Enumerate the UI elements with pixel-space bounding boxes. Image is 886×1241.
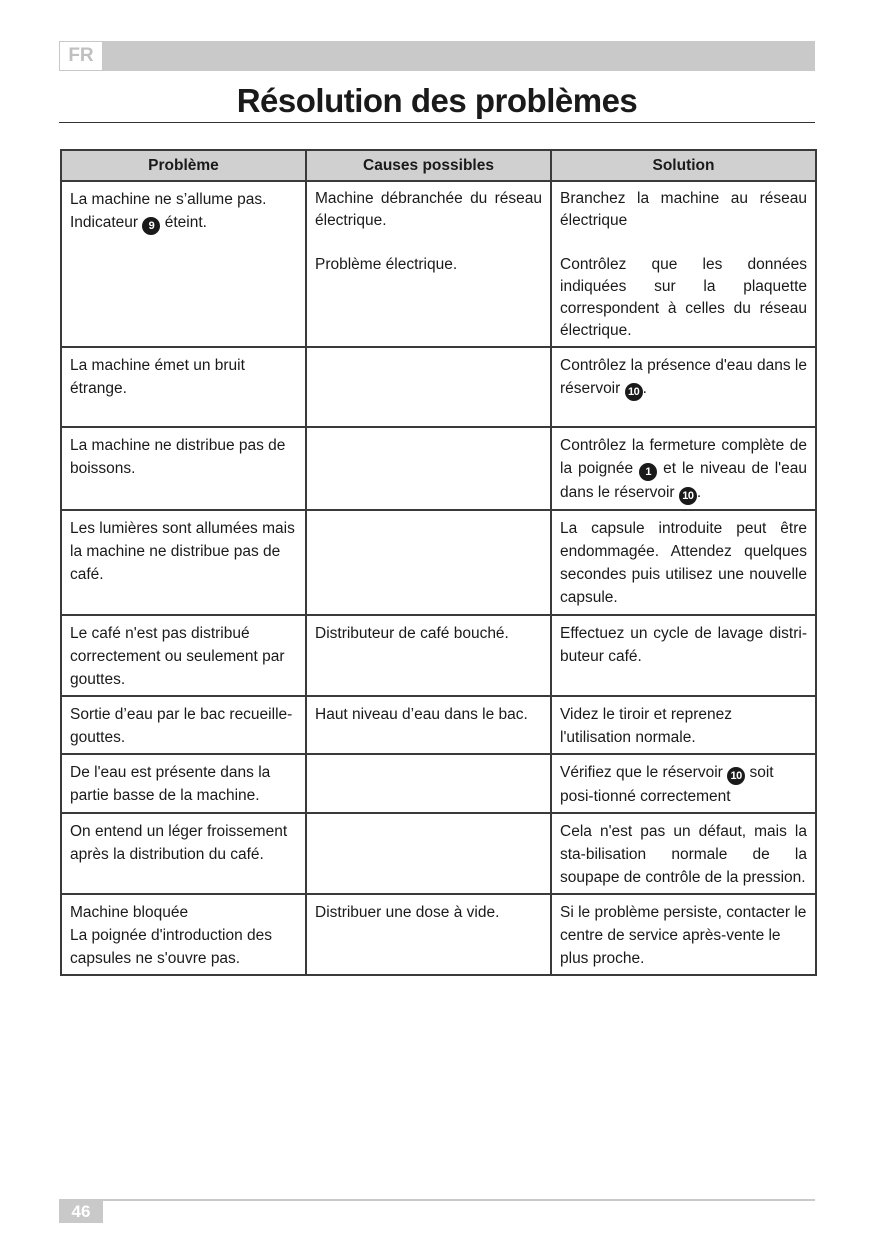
problem-cell [61,894,306,975]
cause-cell: Distributeur de café bouché. [306,615,551,696]
language-tab: FR [59,41,103,71]
solution-text: . [642,380,647,397]
cause-cell [306,181,551,347]
troubleshooting-table [60,149,817,976]
table-row [61,754,816,813]
solution-cell [551,427,816,510]
table-row [61,615,816,696]
cause-cell: Haut niveau d’eau dans le bac. [306,696,551,754]
page-number: 46 [59,1201,103,1223]
column-header-solution: Solution [551,150,816,181]
problem-text: La machine ne s’allume pas. [70,191,267,208]
table-row [61,347,816,427]
table-row [61,510,816,615]
solution-text: Vérifiez que le réservoir [560,764,723,781]
solution-cell: La capsule introduite peut être endommagée. Attendez quelques secondes puis utilisez une nouvelle capsule. [551,510,816,615]
solution-cell: Effectuez un cycle de lavage distri-buteur café. [551,615,816,696]
problem-cell: La machine émet un bruit étrange. [61,347,306,427]
table-row [61,813,816,894]
cause-cell [306,427,551,510]
footer-divider [59,1199,815,1201]
cause-text: Problème électrique. [315,256,458,273]
solution-cell: Videz le tiroir et reprenez l'utilisation normale. [551,696,816,754]
table-row [61,427,816,510]
cause-cell [306,510,551,615]
problem-text: Machine bloquée [70,904,189,921]
title-divider [59,122,815,123]
page-title: Résolution des problèmes [236,82,638,119]
solution-cell [551,181,816,347]
problem-text: Indicateur [70,214,139,231]
solution-text: Contrôlez que les données indiquées sur la plaquette correspondent à celles du réseau électrique. [560,256,807,339]
solution-text: et le niveau de l'eau dans le réservoir [560,460,808,501]
solution-text: Branchez la machine au réseau électrique [560,190,807,229]
problem-text: La poignée d'introduction des capsules ne s'ouvre pas. [70,927,273,967]
cause-cell [306,754,551,813]
cause-cell: Distribuer une dose à vide. [306,894,551,975]
problem-text: éteint. [164,214,207,231]
problem-cell: Sortie d’eau par le bac recueille-gouttes. [61,696,306,754]
solution-cell: Si le problème persiste, contacter le centre de service après-vente le plus proche. [551,894,816,975]
solution-cell [551,347,816,427]
handle-number-icon: 1 [639,463,657,481]
reservoir-number-icon: 10 [625,383,643,401]
table-header-row [61,150,816,181]
problem-cell: La machine ne distribue pas de boissons. [61,427,306,510]
table-row [61,181,816,347]
reservoir-number-icon: 10 [727,767,745,785]
problem-cell: De l'eau est présente dans la partie basse de la machine. [61,754,306,813]
problem-cell: Les lumières sont allumées mais la machine ne distribue pas de café. [61,510,306,615]
column-header-causes: Causes possibles [306,150,551,181]
solution-text: Contrôlez la présence d'eau dans le réservoir [560,357,807,397]
reservoir-number-icon: 10 [679,487,697,505]
solution-text: soit posi-tionné correctement [560,764,774,805]
solution-text: . [696,484,702,501]
cause-cell [306,347,551,427]
problem-cell: Le café n'est pas distribué correctement ou seulement par gouttes. [61,615,306,696]
cause-text: Machine débranchée du réseau électrique. [315,190,542,229]
solution-cell [551,754,816,813]
column-header-problem: Problème [61,150,306,181]
solution-text: Contrôlez la fermeture complète de la poignée [560,437,807,477]
header-bar [59,41,815,71]
solution-cell: Cela n'est pas un défaut, mais la sta-bilisation normale de la soupape de contrôle de la pression. [551,813,816,894]
cause-cell [306,813,551,894]
indicator-number-icon: 9 [142,217,160,235]
problem-cell [61,181,306,347]
table-row [61,894,816,975]
problem-cell: On entend un léger froissement après la distribution du café. [61,813,306,894]
table-row [61,696,816,754]
